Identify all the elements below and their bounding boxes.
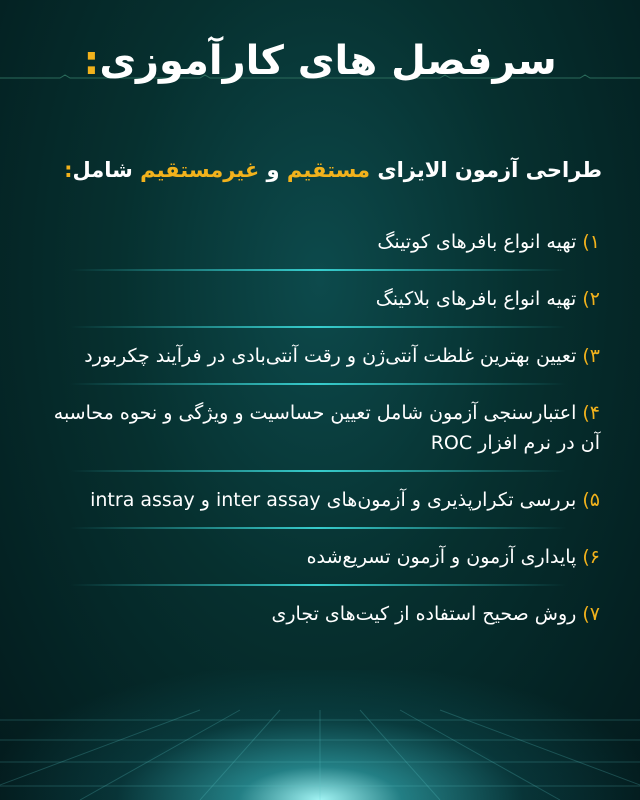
item-text: تعیین بهترین غلظت آنتی‌ژن و رقت آنتی‌بادی در فرآیند چکربورد	[84, 345, 577, 367]
item-text: تهیه انواع بافرهای بلاکینگ	[375, 288, 577, 310]
item-number: ۷)	[582, 603, 600, 625]
subtitle-part1: طراحی آزمون الایزای	[370, 158, 602, 182]
item-text: بررسی تکرارپذیری و آزمون‌های inter assay و intra assay	[90, 489, 577, 511]
list-item	[36, 535, 600, 584]
topics-list	[36, 220, 600, 641]
list-item	[36, 334, 600, 383]
subtitle-and: و	[259, 158, 287, 182]
list-item	[36, 391, 600, 470]
item-text: پایداری آزمون و آزمون تسریع‌شده	[306, 546, 577, 568]
subtitle-direct: مستقیم	[286, 158, 371, 182]
list-item	[36, 592, 600, 641]
list-item	[36, 478, 600, 527]
subtitle-part2: شامل	[72, 158, 141, 182]
item-number: ۵)	[582, 489, 600, 511]
separator-line	[70, 584, 566, 586]
item-text: تهیه انواع بافرهای کوتینگ	[377, 231, 577, 253]
item-number: ۶)	[582, 546, 600, 568]
perspective-grid	[0, 690, 640, 800]
subtitle-colon: :	[64, 158, 73, 182]
item-number: ۱)	[582, 231, 600, 253]
subtitle	[30, 158, 602, 182]
separator-line	[70, 383, 566, 385]
item-text: اعتبارسنجی آزمون شامل تعیین حساسیت و ویژگی و نحوه محاسبه آن در نرم افزار ROC	[53, 402, 600, 454]
title-colon: :	[83, 38, 100, 84]
list-item	[36, 277, 600, 326]
separator-line	[70, 527, 566, 529]
item-number: ۴)	[582, 402, 600, 424]
item-number: ۳)	[582, 345, 600, 367]
separator-line	[70, 269, 566, 271]
subtitle-indirect: غیرمستقیم	[140, 158, 260, 182]
item-text: روش صحیح استفاده از کیت‌های تجاری	[271, 603, 577, 625]
separator-line	[70, 470, 566, 472]
title-text: سرفصل های کارآموزی	[99, 38, 557, 84]
page-title	[0, 38, 640, 84]
item-number: ۲)	[582, 288, 600, 310]
list-item	[36, 220, 600, 269]
separator-line	[70, 326, 566, 328]
